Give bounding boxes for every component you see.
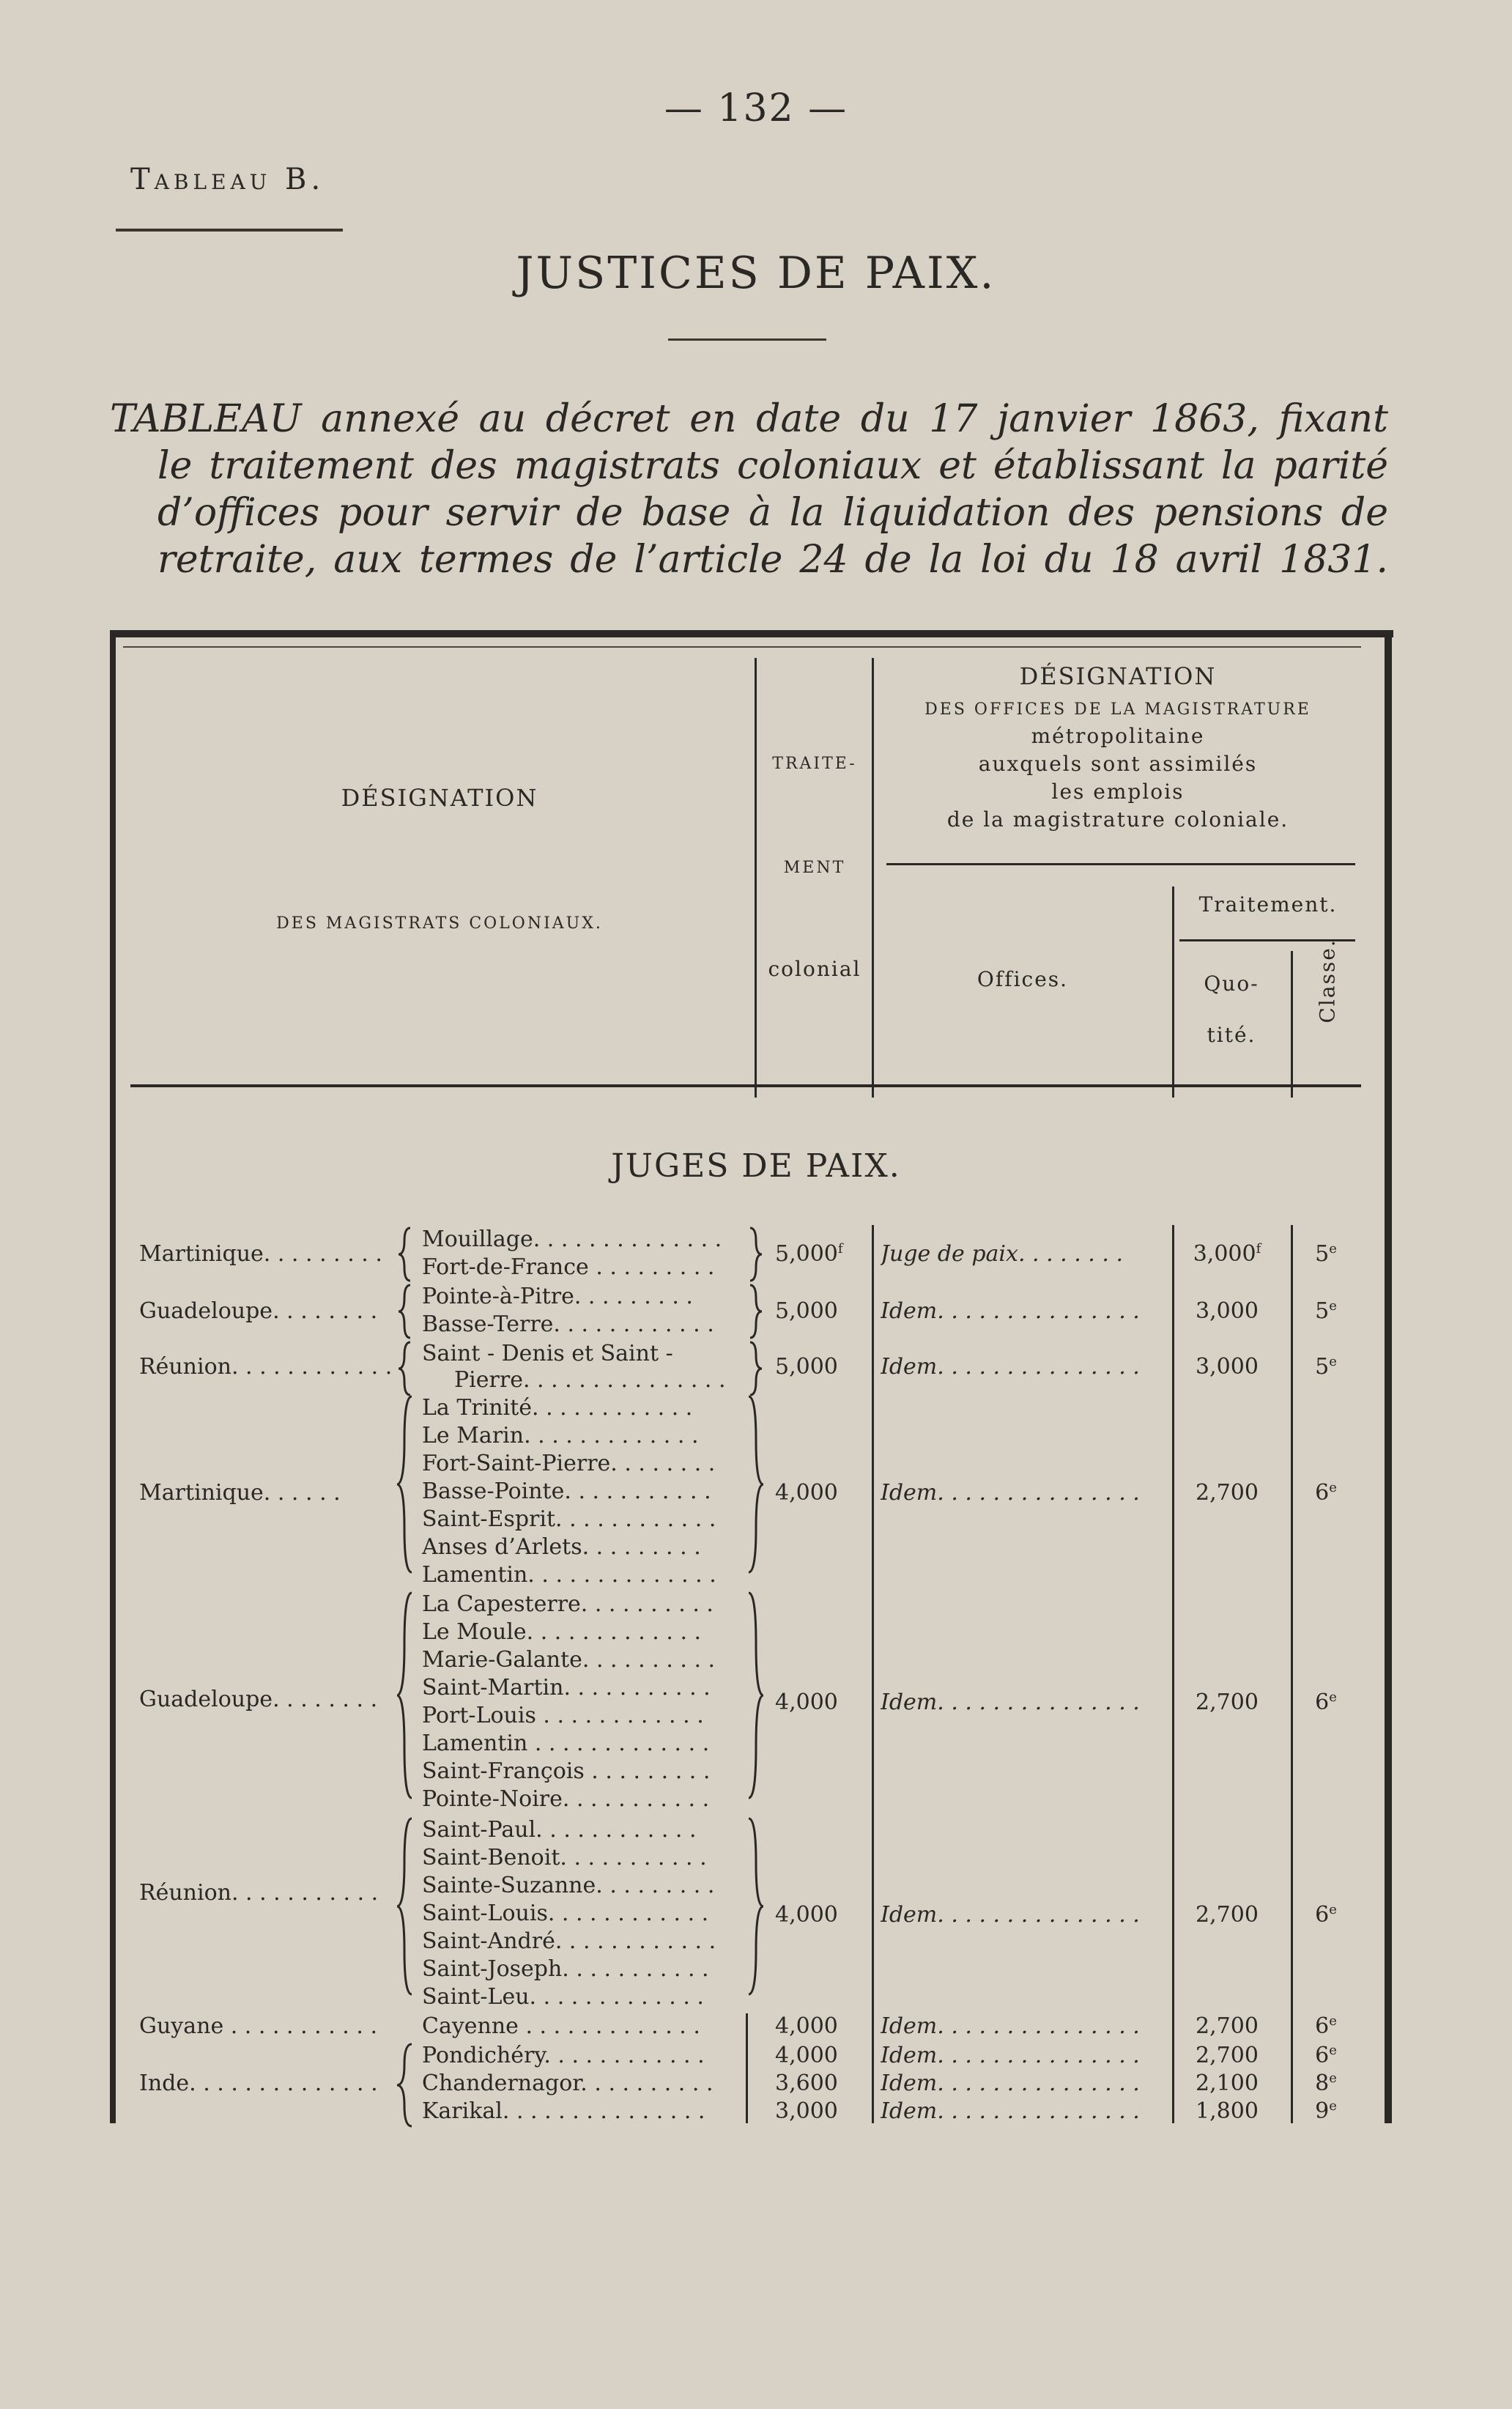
post-name: Pondichéry. . . . . . . . . . . . [422, 2043, 705, 2068]
classe-value: 6e [1315, 2043, 1337, 2068]
salary-value: 4,000 [775, 1690, 838, 1715]
office-name: Idem. . . . . . . . . . . . . . . [881, 1298, 1140, 1324]
quota-value: 3,000 [1196, 1298, 1259, 1324]
post-name: Lamentin . . . . . . . . . . . . . [422, 1731, 710, 1756]
office-name: Idem. . . . . . . . . . . . . . . [881, 1480, 1140, 1506]
office-name: Idem. . . . . . . . . . . . . . . [881, 1354, 1140, 1380]
salary-value: 4,000 [775, 2013, 838, 2039]
salary-value: 3,600 [775, 2071, 838, 2096]
right-brace [749, 1818, 763, 1994]
colony-name: Martinique. . . . . . . . . [139, 1241, 382, 1267]
header-col3-title: DÉSIGNATION [1019, 662, 1217, 690]
post-name: Pierre. . . . . . . . . . . . . . . [454, 1367, 726, 1393]
colony-name: Guadeloupe. . . . . . . . [139, 1298, 378, 1324]
intro-line-1: TABLEAU annexé au décret en date du 17 janvier 1863, fixant [110, 397, 1388, 441]
header-col3-line1: DES OFFICES DE LA MAGISTRATURE [924, 700, 1311, 719]
quota-value: 2,700 [1196, 2043, 1259, 2068]
post-name: La Trinité. . . . . . . . . . . . [422, 1395, 693, 1421]
header-traitement: Traitement. [1198, 892, 1338, 917]
header-col3-line4: les emplois [1051, 780, 1185, 804]
post-name: Saint-André. . . . . . . . . . . . [422, 1928, 716, 1954]
quota-value: 2,700 [1196, 2013, 1259, 2039]
post-name: Fort-de-France . . . . . . . . . [422, 1254, 715, 1280]
left-brace [397, 1396, 412, 1572]
salary-value: 5,000$^f$ [775, 1241, 843, 1267]
header-col3-line5: de la magistrature coloniale. [946, 807, 1289, 832]
right-brace [749, 1396, 763, 1572]
left-brace [397, 1818, 412, 1994]
header-offices: Offices. [976, 967, 1069, 991]
post-name: Pointe-à-Pitre. . . . . . . . . [422, 1284, 693, 1309]
post-name: Mouillage. . . . . . . . . . . . . . [422, 1226, 722, 1252]
salary-value: 4,000 [775, 2043, 838, 2068]
classe-value: 6e [1315, 1902, 1337, 1928]
header-col2-line2: MENT [783, 859, 846, 877]
classe-value: 9e [1315, 2098, 1337, 2124]
classe-value: 8e [1315, 2071, 1337, 2096]
header-col2-line1: TRAITE- [772, 755, 857, 773]
left-brace [399, 1285, 410, 1338]
left-brace [399, 1342, 410, 1395]
classe-value: 6e [1315, 1480, 1337, 1506]
colony-name: Guyane . . . . . . . . . . . [139, 2013, 377, 2039]
salary-value: 5,000 [775, 1354, 838, 1380]
post-name: Anses d’Arlets. . . . . . . . . [422, 1534, 701, 1560]
office-name: Idem. . . . . . . . . . . . . . . [881, 1690, 1140, 1715]
classe-value: 5e [1315, 1241, 1337, 1267]
intro-line-4: retraite, aux termes de l’article 24 de la loi du 18 avril 1831. [158, 538, 1388, 582]
header-col1-subtitle: DES MAGISTRATS COLONIAUX. [276, 914, 603, 933]
colony-name: Réunion. . . . . . . . . . . [139, 1880, 379, 1906]
classe-value: 5e [1315, 1354, 1337, 1380]
post-name: Chandernagor. . . . . . . . . . [422, 2071, 714, 2096]
post-name: Saint-Louis. . . . . . . . . . . . [422, 1901, 709, 1926]
post-name: Saint-Paul. . . . . . . . . . . . [422, 1817, 697, 1843]
office-name: Juge de paix. . . . . . . . [881, 1241, 1123, 1267]
intro-line-2: le traitement des magistrats coloniaux et établissant la parité [158, 444, 1388, 488]
quota-value: 2,700 [1196, 1480, 1259, 1506]
header-col3-line2: métropolitaine [1031, 724, 1205, 748]
header-classe: Classe. [1315, 939, 1340, 1024]
post-name: Karikal. . . . . . . . . . . . . . . [422, 2098, 705, 2124]
classe-value: 5e [1315, 1298, 1337, 1324]
salary-value: 5,000 [775, 1298, 838, 1324]
post-name: Saint-Benoit. . . . . . . . . . . [422, 1845, 707, 1870]
post-name: Saint-Leu. . . . . . . . . . . . . [422, 1984, 704, 2010]
classe-value: 6e [1315, 1690, 1337, 1715]
header-quotite-2: tité. [1207, 1023, 1256, 1047]
colony-name: Guadeloupe. . . . . . . . [139, 1687, 378, 1712]
office-name: Idem. . . . . . . . . . . . . . . [881, 2043, 1140, 2068]
post-name: Saint - Denis et Saint - [422, 1341, 673, 1366]
quota-value: 2,700 [1196, 1690, 1259, 1715]
post-name: Saint-François . . . . . . . . . [422, 1758, 711, 1784]
header-quotite-1: Quo- [1204, 972, 1259, 996]
post-name: Sainte-Suzanne. . . . . . . . . [422, 1873, 715, 1898]
right-brace [750, 1285, 762, 1338]
intro-line-3: d’offices pour servir de base à la liquidation des pensions de [158, 491, 1388, 535]
salary-value: 4,000 [775, 1902, 838, 1928]
quota-value: 1,800 [1196, 2098, 1259, 2124]
colony-name: Martinique. . . . . . [139, 1480, 341, 1506]
header-col2-line3: colonial [768, 957, 861, 981]
quota-value: 2,100 [1196, 2071, 1259, 2096]
table-label: Tableau B. [130, 163, 325, 196]
post-name: Saint-Martin. . . . . . . . . . . [422, 1675, 711, 1701]
post-name: Basse-Terre. . . . . . . . . . . . [422, 1311, 714, 1337]
colony-name: Réunion. . . . . . . . . . . . [139, 1354, 393, 1380]
left-brace [397, 1593, 412, 1798]
post-name: La Capesterre. . . . . . . . . . [422, 1591, 714, 1617]
right-brace [750, 1228, 762, 1281]
post-name: Port-Louis . . . . . . . . . . . . [422, 1703, 704, 1728]
post-name: Pointe-Noire. . . . . . . . . . . [422, 1786, 710, 1812]
header-col3-line3: auxquels sont assimilés [978, 752, 1258, 776]
post-name: Le Moule. . . . . . . . . . . . . [422, 1619, 702, 1645]
salary-value: 4,000 [775, 1480, 838, 1506]
section-title: JUSTICES DE PAIX. [516, 248, 996, 299]
office-name: Idem. . . . . . . . . . . . . . . [881, 2071, 1140, 2096]
group-title: JUGES DE PAIX. [611, 1147, 901, 1185]
post-name: Le Marin. . . . . . . . . . . . . [422, 1423, 699, 1448]
post-name: Lamentin. . . . . . . . . . . . . . [422, 1562, 716, 1588]
colony-name: Inde. . . . . . . . . . . . . . [139, 2071, 378, 2096]
office-name: Idem. . . . . . . . . . . . . . . [881, 2013, 1140, 2039]
post-name: Fort-Saint-Pierre. . . . . . . . [422, 1451, 716, 1476]
left-brace [397, 2044, 412, 2126]
office-name: Idem. . . . . . . . . . . . . . . [881, 1902, 1140, 1928]
post-name: Saint-Joseph. . . . . . . . . . . [422, 1956, 709, 1982]
post-name: Cayenne . . . . . . . . . . . . . [422, 2013, 700, 2039]
page-number: — 132 — [664, 86, 848, 130]
quota-value: 3,000 [1196, 1354, 1259, 1380]
header-col1-title: DÉSIGNATION [341, 784, 538, 812]
post-name: Marie-Galante. . . . . . . . . . [422, 1647, 716, 1673]
quota-value: 2,700 [1196, 1902, 1259, 1928]
classe-value: 6e [1315, 2013, 1337, 2039]
right-brace [750, 1342, 762, 1395]
post-name: Basse-Pointe. . . . . . . . . . . [422, 1479, 711, 1504]
post-name: Saint-Esprit. . . . . . . . . . . . [422, 1506, 716, 1532]
quota-value: 3,000$^f$ [1193, 1241, 1261, 1267]
salary-value: 3,000 [775, 2098, 838, 2124]
left-brace [399, 1228, 410, 1281]
office-name: Idem. . . . . . . . . . . . . . . [881, 2098, 1140, 2124]
right-brace [749, 1593, 763, 1798]
